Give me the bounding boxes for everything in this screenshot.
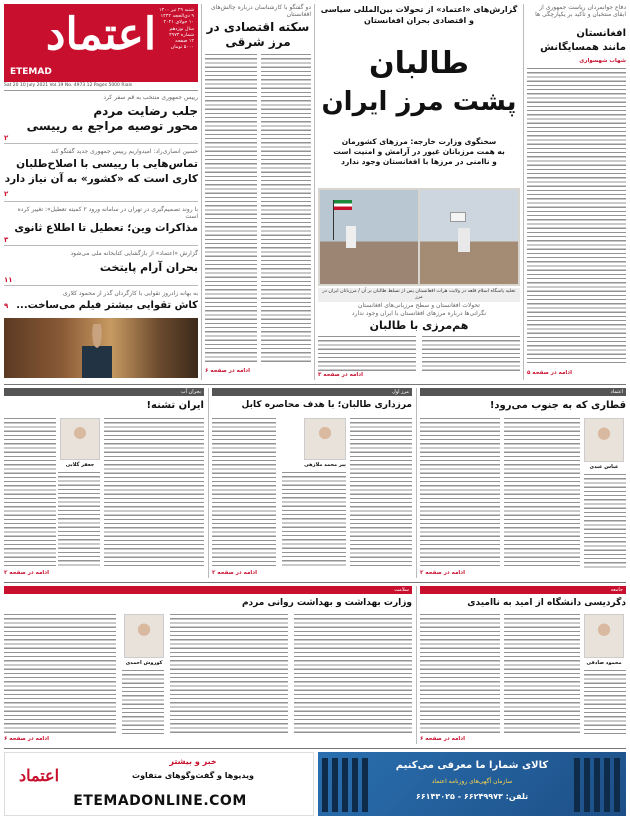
article-title: ایران تشنه!: [146, 400, 204, 411]
right-article[interactable]: [527, 4, 626, 380]
article-body: [4, 418, 56, 568]
date-fa: شنبه ۲۹ تیر ۱۴۰۰: [159, 8, 194, 13]
article-body: [205, 54, 257, 364]
masthead: [4, 4, 198, 82]
article-body: [122, 670, 164, 734]
continue-link[interactable]: ادامه در صفحه ۶: [420, 736, 465, 742]
continue-link[interactable]: ادامه در صفحه ۶: [4, 736, 49, 742]
ad-agency[interactable]: [318, 752, 626, 816]
author-name: کوروش احمدی: [125, 660, 163, 666]
article-body: [261, 54, 311, 364]
column-molazehi[interactable]: [212, 388, 412, 578]
masthead-latin-line: Sat 20 10 July 2021 Vol.19 No. 4973 12 Pages 5000 Rials: [4, 83, 198, 91]
divider: [4, 748, 626, 749]
ad-line2: ویدیوها و گفت‌وگوهای متفاوت: [132, 771, 254, 780]
article-title: سکته اقتصادی در مرز شرقی: [206, 20, 310, 49]
section-label: جامعه: [420, 586, 626, 594]
lead-kicker: گزارش‌های «اعتماد» از تحولات بین‌المللی سیاسی و اقتصادی بحران افغانستان: [320, 5, 518, 25]
article-body: [318, 336, 416, 372]
ad-line1: خبر و بیشتر: [169, 757, 217, 766]
sidebar-kicker: حسین انصاری‌راد: امیدواریم رییس جمهوری جدید گفتگو کند: [50, 148, 198, 155]
person-figure: [458, 228, 470, 252]
article-subtitle: نگرانی‌ها درباره مرزهای افغانستان با ایران وجود ندارد: [351, 310, 487, 317]
date-hijri: ۹ ذی‌الحجه ۱۴۴۲: [160, 14, 194, 20]
continue-link[interactable]: ادامه در صفحه ۳: [318, 372, 363, 378]
article-body: [294, 614, 412, 734]
article-body: [420, 418, 500, 568]
lead-photo: [318, 188, 520, 286]
lead-title: پشت مرز ایران: [321, 87, 517, 117]
sidebar-title: جلب رضایت مردم: [93, 104, 198, 118]
pages: ۱۲ صفحه: [175, 39, 194, 45]
article-body: [350, 418, 412, 568]
column-ahmadi[interactable]: [4, 586, 412, 744]
person-figure: [82, 324, 112, 378]
article-title: وزارت بهداشت و بهداشت روانی مردم: [241, 598, 412, 608]
author-photo: [60, 418, 100, 460]
author-name: عباس عبدی: [589, 464, 619, 470]
lead-subtitle: سخنگوی وزارت خارجه: مرزهای کشورمان: [341, 137, 497, 146]
sidebar-item-2[interactable]: [4, 146, 198, 202]
ad-subtitle: سازمان آگهی‌های روزنامه اعتماد: [431, 778, 513, 785]
article-title: افغانستان: [576, 28, 626, 39]
article-body: [4, 614, 116, 734]
year: سال نوزدهم: [169, 26, 194, 32]
page-number: ۳: [4, 236, 9, 244]
divider: [208, 388, 209, 578]
ad-logo: اعتماد: [18, 766, 60, 785]
divider: [523, 4, 524, 380]
person-figure: [346, 226, 356, 248]
column-sadeghi[interactable]: [420, 586, 626, 744]
article-body: [58, 472, 100, 568]
sidebar-kicker: به بهانه زادروز تقوایی با کارگردان گذر از محمود کلاری: [62, 290, 198, 297]
section-label: مرز اول: [212, 388, 412, 396]
divider: [4, 384, 626, 385]
column-abdi[interactable]: [420, 388, 626, 578]
divider: [4, 582, 626, 583]
ad-figures: [322, 758, 370, 812]
ad-url[interactable]: ETEMADONLINE.COM: [73, 793, 247, 809]
sidebar-item-5[interactable]: [4, 288, 198, 380]
article-title: مانند همسایگانش: [540, 42, 626, 53]
economic-article[interactable]: [205, 4, 311, 380]
flag-icon: [334, 200, 352, 210]
continue-link[interactable]: ادامه در صفحه ۲: [212, 570, 257, 576]
ad-figures: [574, 758, 622, 812]
section-label: بحران آب: [4, 388, 204, 396]
sidebar-item-3[interactable]: [4, 204, 198, 246]
page-number: ۱۱: [4, 276, 13, 284]
divider: [201, 4, 202, 380]
article-body: [504, 418, 580, 568]
article-title: مرزداری طالبان؛ با هدف محاصره کابل: [241, 400, 412, 410]
sidebar-photo: [4, 318, 198, 378]
article-title: دگردیسی دانشگاه از امید به ناامیدی: [467, 598, 626, 608]
flag-pole: [333, 200, 334, 240]
author-name: پیر محمد ملازهی: [304, 462, 346, 468]
sidebar-title: کاری است که «کشور» به آن نیاز دارد: [4, 173, 198, 185]
sidebar-kicker: گزارش «اعتماد» از بازگشایی کتابخانه ملی می‌شود: [70, 250, 198, 257]
photo-right: [420, 190, 518, 284]
lead-title: طالبان: [369, 46, 469, 81]
article-body: [212, 418, 276, 568]
byline: شهاب شهسواری: [579, 58, 626, 64]
sidebar-item-4[interactable]: [4, 248, 198, 286]
column-golabi[interactable]: [4, 388, 204, 578]
masthead-latin: ETEMAD: [10, 67, 52, 77]
article-body: [420, 614, 500, 734]
lead-subtitle: به همت مرزبانان غیور در آرامش و امنیت است: [333, 147, 505, 156]
author-photo: [584, 614, 624, 658]
photo-caption: تخلیه پاسگاه اسلام قلعه در ولایت هرات افغانستان پس از تسلط طالبان بر آن / مرزبانان ایران در مرز: [318, 288, 520, 302]
masthead-info: [152, 8, 194, 51]
article-body: [170, 614, 288, 734]
middle-article[interactable]: [318, 302, 520, 380]
article-body: [282, 472, 346, 568]
continue-link[interactable]: ادامه در صفحه ۲: [4, 570, 49, 576]
author-name: محمود صادقی: [586, 660, 622, 666]
page-number: ۲: [4, 134, 9, 142]
ad-online[interactable]: [4, 752, 314, 816]
author-photo: [124, 614, 164, 658]
photo-left: [320, 190, 418, 284]
sidebar-title: بحران آرام پایتخت: [99, 261, 198, 274]
section-label: سلامت: [4, 586, 412, 594]
divider: [314, 4, 315, 380]
author-name: جعفر گلابی: [65, 462, 95, 468]
article-kicker: دفاع جوانمردان ریاست جمهوری از ابقای منتخبان و تاکید بر یکپارچگی ها: [535, 4, 626, 18]
article-body: [104, 418, 204, 568]
sidebar-kicker: با روند تصمیم‌گیری در تهران در سامانه ورود ۲ کمیته تعطیل»: تغییر کرده است: [17, 206, 198, 220]
article-body: [527, 68, 626, 366]
article-body: [584, 670, 626, 734]
continue-link[interactable]: ادامه در صفحه ۶: [205, 368, 250, 374]
sidebar-kicker: رییس جمهوری منتخب به قم سفر کرد: [103, 94, 198, 101]
ad-title: کالای شمارا ما معرفی می‌کنیم: [395, 760, 549, 771]
article-title: قطاری که به جنوب می‌رود!: [489, 400, 626, 411]
article-body: [504, 614, 580, 734]
divider: [416, 388, 417, 578]
issue: شماره ۴۹۷۳: [169, 32, 194, 38]
date-en: ۱۰ جولای ۲۰۲۱: [163, 20, 194, 26]
sidebar-title: تماس‌هایی با رییسی با اصلاح‌طلبان: [16, 158, 198, 170]
flag-icon: [450, 212, 466, 222]
author-photo: [584, 418, 624, 462]
article-kicker: تحولات افغانستان و سطح مرزبانی‌های افغانستان: [358, 302, 480, 309]
lead-story[interactable]: [318, 4, 520, 380]
author-photo: [304, 418, 346, 460]
lead-subtitle: و ناامنی در مرزها با افغانستان وجود ندارد: [341, 157, 497, 166]
article-kicker: دو گفتگو با کارشناسان درباره چالش‌های افغانستان: [210, 4, 311, 18]
article-body: [584, 474, 626, 568]
sidebar: [4, 92, 198, 380]
price: ۵۰۰۰ تومان: [170, 45, 194, 51]
article-title: هم‌مرزی با طالبان: [369, 319, 469, 332]
article-body: [422, 336, 520, 372]
sidebar-title: مذاکرات وین؛ تعطیل تا اطلاع ثانوی: [14, 222, 198, 234]
ad-phone: تلفن: ۶۶۲۴۹۹۷۳ - ۶۶۱۴۳۰۲۵: [415, 792, 529, 801]
sidebar-title: محور توصیه مراجع به رییسی: [26, 119, 198, 133]
continue-link[interactable]: ادامه در صفحه ۵: [527, 370, 572, 376]
masthead-logo: اعتماد: [45, 9, 157, 60]
divider: [416, 586, 417, 744]
continue-link[interactable]: ادامه در صفحه ۲: [420, 570, 465, 576]
page-number: ۲: [4, 190, 9, 198]
page-number: ۹: [4, 302, 9, 310]
sidebar-title: کاش تقوایی بیشتر فیلم می‌ساخت...: [16, 300, 198, 311]
section-label: اعتماد: [420, 388, 626, 396]
sidebar-item-1[interactable]: [4, 92, 198, 144]
